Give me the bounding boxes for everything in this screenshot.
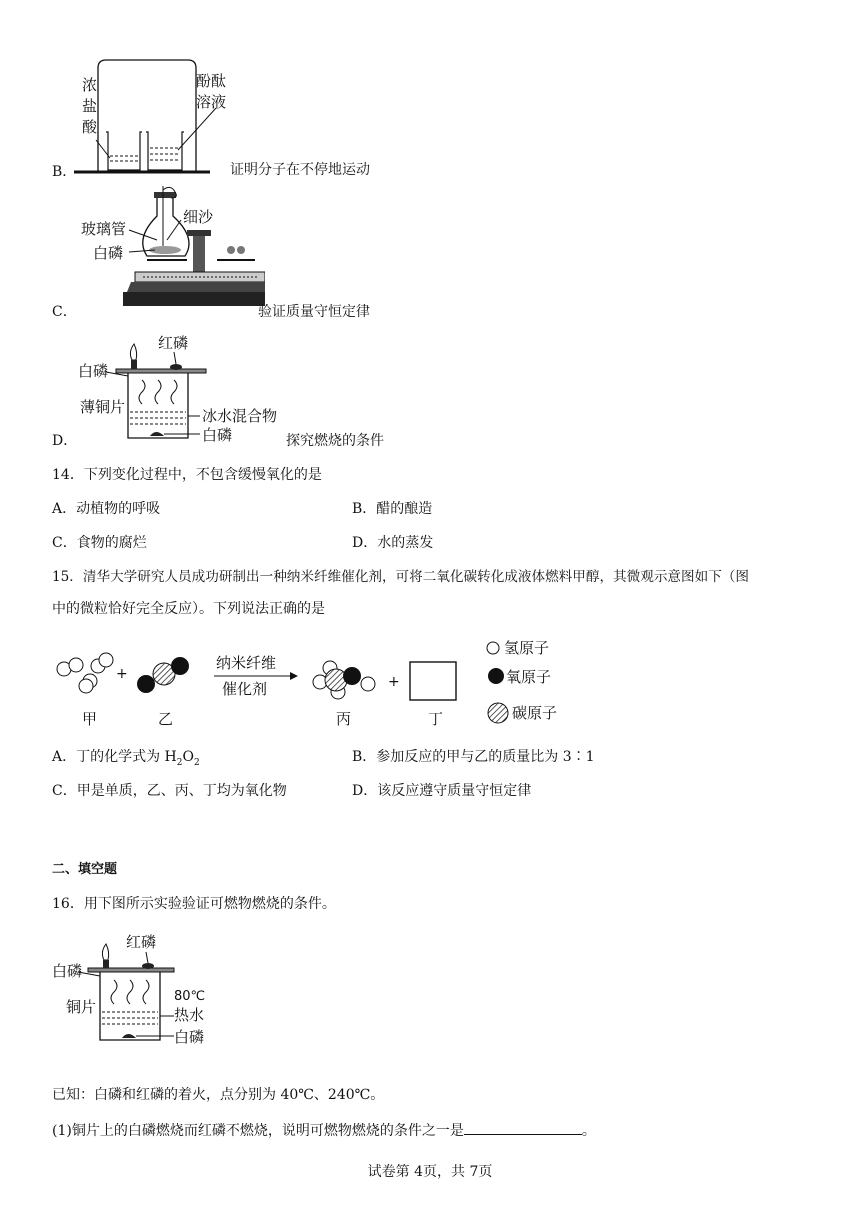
- legend-carbon: 碳原子: [512, 704, 558, 722]
- q15-stem-line1: 15．清华大学研究人员成功研制出一种纳米纤维催化剂，可将二氧化碳转化成液体燃料甲醇，其微观示意图如下（图: [52, 569, 749, 585]
- fig-d-caption: 探究燃烧的条件: [286, 433, 384, 449]
- hot-water-label: 热水: [174, 1006, 205, 1024]
- catalyst-bottom-label: 催化剂: [222, 680, 268, 698]
- white-p-bottom-label-d: 白磷: [202, 426, 233, 444]
- q16-known: 已知：白磷和红磷的着火，点分别为 40℃、240℃。: [52, 1087, 385, 1103]
- q14-option-b[interactable]: B．醋的酿造: [352, 501, 433, 517]
- combustion-diagram-d: [76, 330, 286, 448]
- option-d-label: D．: [52, 433, 78, 449]
- white-p-label-c: 白磷: [93, 244, 124, 262]
- q16-stem: 16．用下图所示实验验证可燃物燃烧的条件。: [52, 896, 336, 912]
- option-c-label: C．: [52, 304, 77, 320]
- glass-tube-label: 玻璃管: [81, 220, 127, 238]
- q14-option-a[interactable]: A．动植物的呼吸: [52, 501, 161, 517]
- fig-b-caption: 证明分子在不停地运动: [230, 162, 370, 178]
- option-b-label: B．: [52, 164, 77, 180]
- plus-1: +: [116, 666, 128, 682]
- q15-option-c[interactable]: C．甲是单质，乙、丙、丁均为氧化物: [52, 783, 287, 799]
- phenol-label-1: 酚酞: [196, 72, 227, 90]
- ice-water-label: 冰水混合物: [202, 407, 278, 425]
- legend-hydrogen: 氢原子: [504, 639, 550, 657]
- page-footer: 试卷第 4页，共 7页: [367, 1164, 493, 1180]
- copper-label-16: 铜片: [66, 998, 97, 1016]
- legend-oxygen: 氧原子: [506, 668, 552, 686]
- q15-option-d[interactable]: D．该反应遵守质量守恒定律: [352, 783, 532, 799]
- reaction-micro-diagram: [50, 636, 590, 732]
- q15-stem-line2: 中的微粒恰好完全反应）。下列说法正确的是: [52, 601, 325, 617]
- q15-option-a[interactable]: A．丁的化学式为 $H_2O_2$: [52, 749, 200, 768]
- label-bing: 丙: [336, 710, 352, 728]
- red-p-label-d: 红磷: [158, 334, 189, 352]
- white-p-top-label-d: 白磷: [78, 362, 109, 380]
- q16-sub1: (1)铜片上的白磷燃烧而红磷不燃烧，说明可燃物燃烧的条件之一是 。: [52, 1120, 596, 1140]
- temp-label-16: 80℃: [174, 989, 206, 1004]
- combustion-diagram-16: [50, 930, 220, 1050]
- bell-jar-diagram: [70, 50, 250, 176]
- sand-label: 细沙: [183, 208, 214, 226]
- catalyst-top-label: 纳米纤维: [216, 654, 277, 672]
- fig-c-caption: 验证质量守恒定律: [258, 304, 370, 320]
- red-p-label-16: 红磷: [126, 933, 157, 951]
- hcl-label-2: 盐: [82, 97, 98, 115]
- q16-sub1-blank[interactable]: [464, 1120, 582, 1135]
- label-yi: 乙: [158, 710, 174, 728]
- phenol-label-2: 溶液: [196, 93, 227, 111]
- q15-option-b[interactable]: B．参加反应的甲与乙的质量比为 3∶1: [352, 749, 595, 765]
- hcl-label-3: 酸: [82, 118, 98, 136]
- plus-2: +: [388, 674, 400, 690]
- label-ding: 丁: [428, 710, 444, 728]
- white-p-bottom-label-16: 白磷: [174, 1028, 205, 1046]
- section-2-title: 二、填空题: [52, 862, 118, 877]
- q14-option-d[interactable]: D．水的蒸发: [352, 535, 434, 551]
- white-p-top-label-16: 白磷: [52, 962, 83, 980]
- q14-option-c[interactable]: C．食物的腐烂: [52, 535, 147, 551]
- balance-diagram: [75, 186, 265, 322]
- hcl-label-1: 浓: [82, 76, 98, 94]
- q14-stem: 14．下列变化过程中，不包含缓慢氧化的是: [52, 467, 322, 483]
- label-jia: 甲: [82, 710, 98, 728]
- copper-label-d: 薄铜片: [80, 398, 126, 416]
